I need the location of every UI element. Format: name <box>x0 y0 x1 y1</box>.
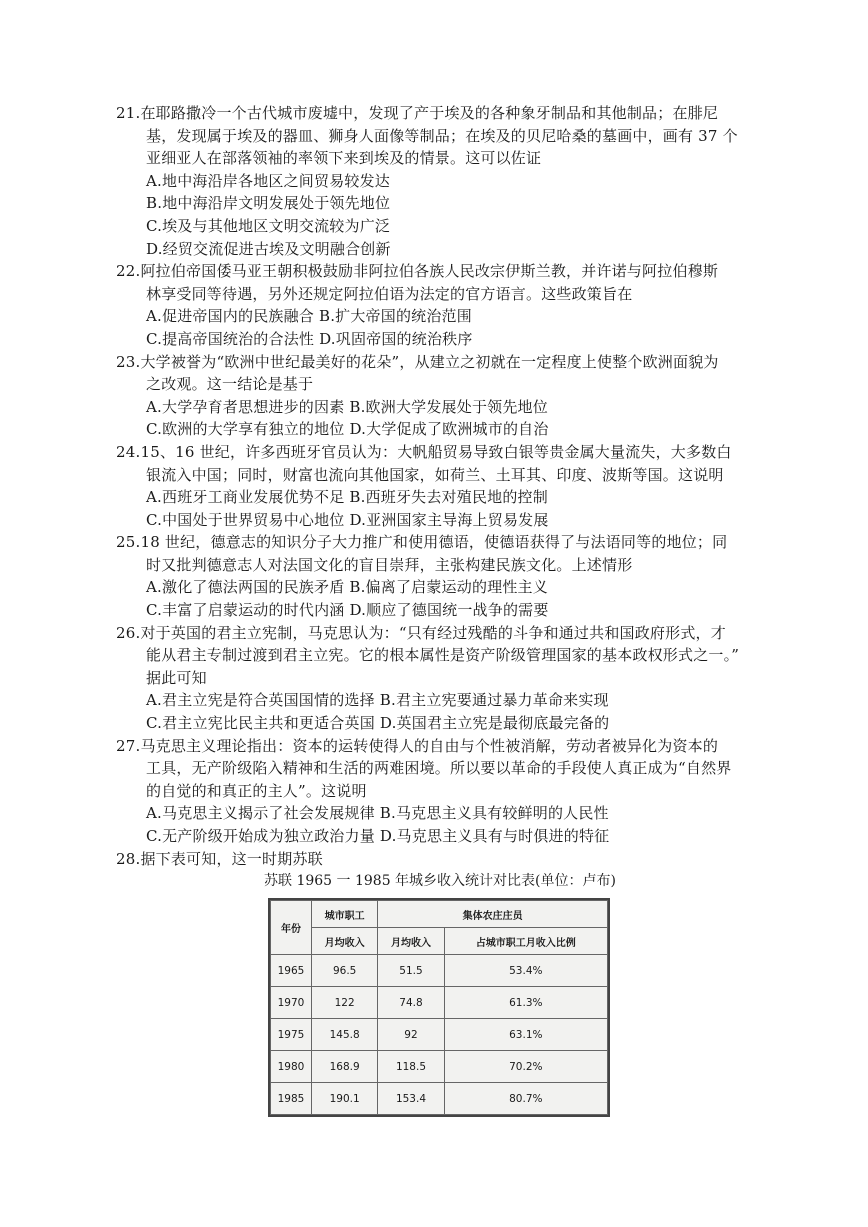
ratio-cell: 63.1% <box>444 1019 607 1051</box>
city-income-cell: 168.9 <box>312 1051 378 1083</box>
city-income-cell: 96.5 <box>312 955 378 987</box>
ratio-cell: 70.2% <box>444 1051 607 1083</box>
farm-income-cell: 118.5 <box>378 1051 444 1083</box>
question-text-line: 21.在耶路撒冷一个古代城市废墟中，发现了产于埃及的各种象牙制品和其他制品；在腓尼 <box>116 104 719 122</box>
farm-avg-header: 月均收入 <box>378 928 444 955</box>
farm-income-cell: 51.5 <box>378 955 444 987</box>
table-caption: 苏联 1965 一 1985 年城乡收入统计对比表(单位：卢布) <box>264 873 616 890</box>
question-text-line: 24.15、16 世纪，许多西班牙官员认为：大帆船贸易导致白银等贵金属大量流失，大多数白 <box>116 442 732 461</box>
answer-option: C.埃及与其他地区文明交流较为广泛 <box>146 216 391 235</box>
table-row <box>271 1051 608 1083</box>
question-text-line: 林享受同等待遇，另外还规定阿拉伯语为法定的官方语言。这些政策旨在 <box>146 284 633 303</box>
year-cell: 1980 <box>271 1051 312 1083</box>
year-cell: 1970 <box>271 987 312 1019</box>
farm-income-cell: 153.4 <box>378 1083 444 1115</box>
question-text-line: 时又批判德意志人对法国文化的盲目崇拜，主张构建民族文化。上述情形 <box>146 555 633 574</box>
question-text-line: 28.据下表可知，这一时期苏联 <box>116 849 323 868</box>
answer-option: C.丰富了启蒙运动的时代内涵 D.顺应了德国统一战争的需要 <box>146 601 549 620</box>
ratio-cell: 53.4% <box>444 955 607 987</box>
answer-option: D.经贸交流促进古埃及文明融合创新 <box>146 239 391 258</box>
answer-option: C.君主立宪比民主共和更适合英国 D.英国君主立宪是最彻底最完备的 <box>146 714 610 733</box>
question-text-line: 据此可知 <box>146 668 207 687</box>
question-text-line: 的自觉的和真正的主人”。这说明 <box>146 781 367 800</box>
question-text-line: 工具，无产阶级陷入精神和生活的两难困境。所以要以革命的手段使人真正成为“自然界 <box>146 759 732 778</box>
question-26 <box>116 622 756 735</box>
question-text-line: 基，发现属于埃及的器皿、狮身人面像等制品；在埃及的贝尼哈桑的墓画中，画有 37 个 <box>146 126 738 145</box>
question-text-line: 亚细亚人在部落领袖的率领下来到埃及的情景。这可以佐证 <box>146 149 542 168</box>
city-group-header: 城市职工 <box>312 901 378 928</box>
answer-option: B.地中海沿岸文明发展处于领先地位 <box>146 194 391 213</box>
table-row <box>271 987 608 1019</box>
question-text-line: 能从君主专制过渡到君主立宪。它的根本属性是资产阶级管理国家的基本政权形式之一。” <box>146 646 740 665</box>
farm-income-cell: 74.8 <box>378 987 444 1019</box>
question-text-line: 23.大学被誉为“欧洲中世纪最美好的花朵”，从建立之初就在一定程度上使整个欧洲面貌为 <box>116 352 719 371</box>
answer-option: A.激化了德法两国的民族矛盾 B.偏离了启蒙运动的理性主义 <box>146 578 548 597</box>
year-header: 年份 <box>271 901 312 955</box>
answer-option: C.提高帝国统治的合法性 D.巩固帝国的统治秩序 <box>146 329 473 348</box>
city-avg-header: 月均收入 <box>312 928 378 955</box>
ratio-cell: 80.7% <box>444 1083 607 1115</box>
exam-page <box>116 102 756 1117</box>
city-income-cell: 145.8 <box>312 1019 378 1051</box>
question-22 <box>116 260 756 350</box>
question-text-line: 26.对于英国的君主立宪制，马克思认为：“只有经过残酷的斗争和通过共和国政府形式，才 <box>116 623 726 642</box>
answer-option: A.地中海沿岸各地区之间贸易较发达 <box>146 171 391 190</box>
question-27 <box>116 735 756 848</box>
question-text-line: 之改观。这一结论是基于 <box>146 375 314 394</box>
answer-option: A.大学孕育者思想进步的因素 B.欧洲大学发展处于领先地位 <box>146 397 548 416</box>
ratio-cell: 61.3% <box>444 987 607 1019</box>
income-table <box>270 900 608 1115</box>
income-table-frame <box>268 898 610 1117</box>
question-21 <box>116 102 756 260</box>
answer-option: C.中国处于世界贸易中心地位 D.亚洲国家主导海上贸易发展 <box>146 510 549 529</box>
table-row <box>271 1083 608 1115</box>
answer-option: C.欧洲的大学享有独立的地位 D.大学促成了欧洲城市的自治 <box>146 420 549 439</box>
answer-option: A.西班牙工商业发展优势不足 B.西班牙失去对殖民地的控制 <box>146 488 548 507</box>
farm-income-cell: 92 <box>378 1019 444 1051</box>
question-text-line: 银流入中国；同时，财富也流向其他国家，如荷兰、土耳其、印度、波斯等国。这说明 <box>146 465 724 484</box>
question-25 <box>116 531 756 621</box>
city-income-cell: 122 <box>312 987 378 1019</box>
question-text-line: 25.18 世纪，德意志的知识分子大力推广和使用德语，使德语获得了与法语同等的地位；同 <box>116 533 728 552</box>
table-row <box>271 955 608 987</box>
answer-option: A.马克思主义揭示了社会发展规律 B.马克思主义具有较鲜明的人民性 <box>146 804 609 823</box>
table-row <box>271 1019 608 1051</box>
question-24 <box>116 441 756 531</box>
ratio-header: 占城市职工月收入比例 <box>444 928 607 955</box>
year-cell: 1985 <box>271 1083 312 1115</box>
question-text-line: 27.马克思主义理论指出：资本的运转使得人的自由与个性被消解，劳动者被异化为资本的 <box>116 736 719 755</box>
question-23 <box>116 351 756 441</box>
question-28 <box>116 848 756 871</box>
year-cell: 1975 <box>271 1019 312 1051</box>
question-text-line: 22.阿拉伯帝国倭马亚王朝积极鼓励非阿拉伯各族人民改宗伊斯兰教，并许诺与阿拉伯穆斯 <box>116 262 719 281</box>
answer-option: A.君主立宪是符合英国国情的选择 B.君主立宪要通过暴力革命来实现 <box>146 691 609 710</box>
answer-option: C.无产阶级开始成为独立政治力量 D.马克思主义具有与时俱进的特征 <box>146 827 610 845</box>
city-income-cell: 190.1 <box>312 1083 378 1115</box>
farm-group-header: 集体农庄庄员 <box>378 901 608 928</box>
answer-option: A.促进帝国内的民族融合 B.扩大帝国的统治范围 <box>146 307 472 326</box>
year-cell: 1965 <box>271 955 312 987</box>
